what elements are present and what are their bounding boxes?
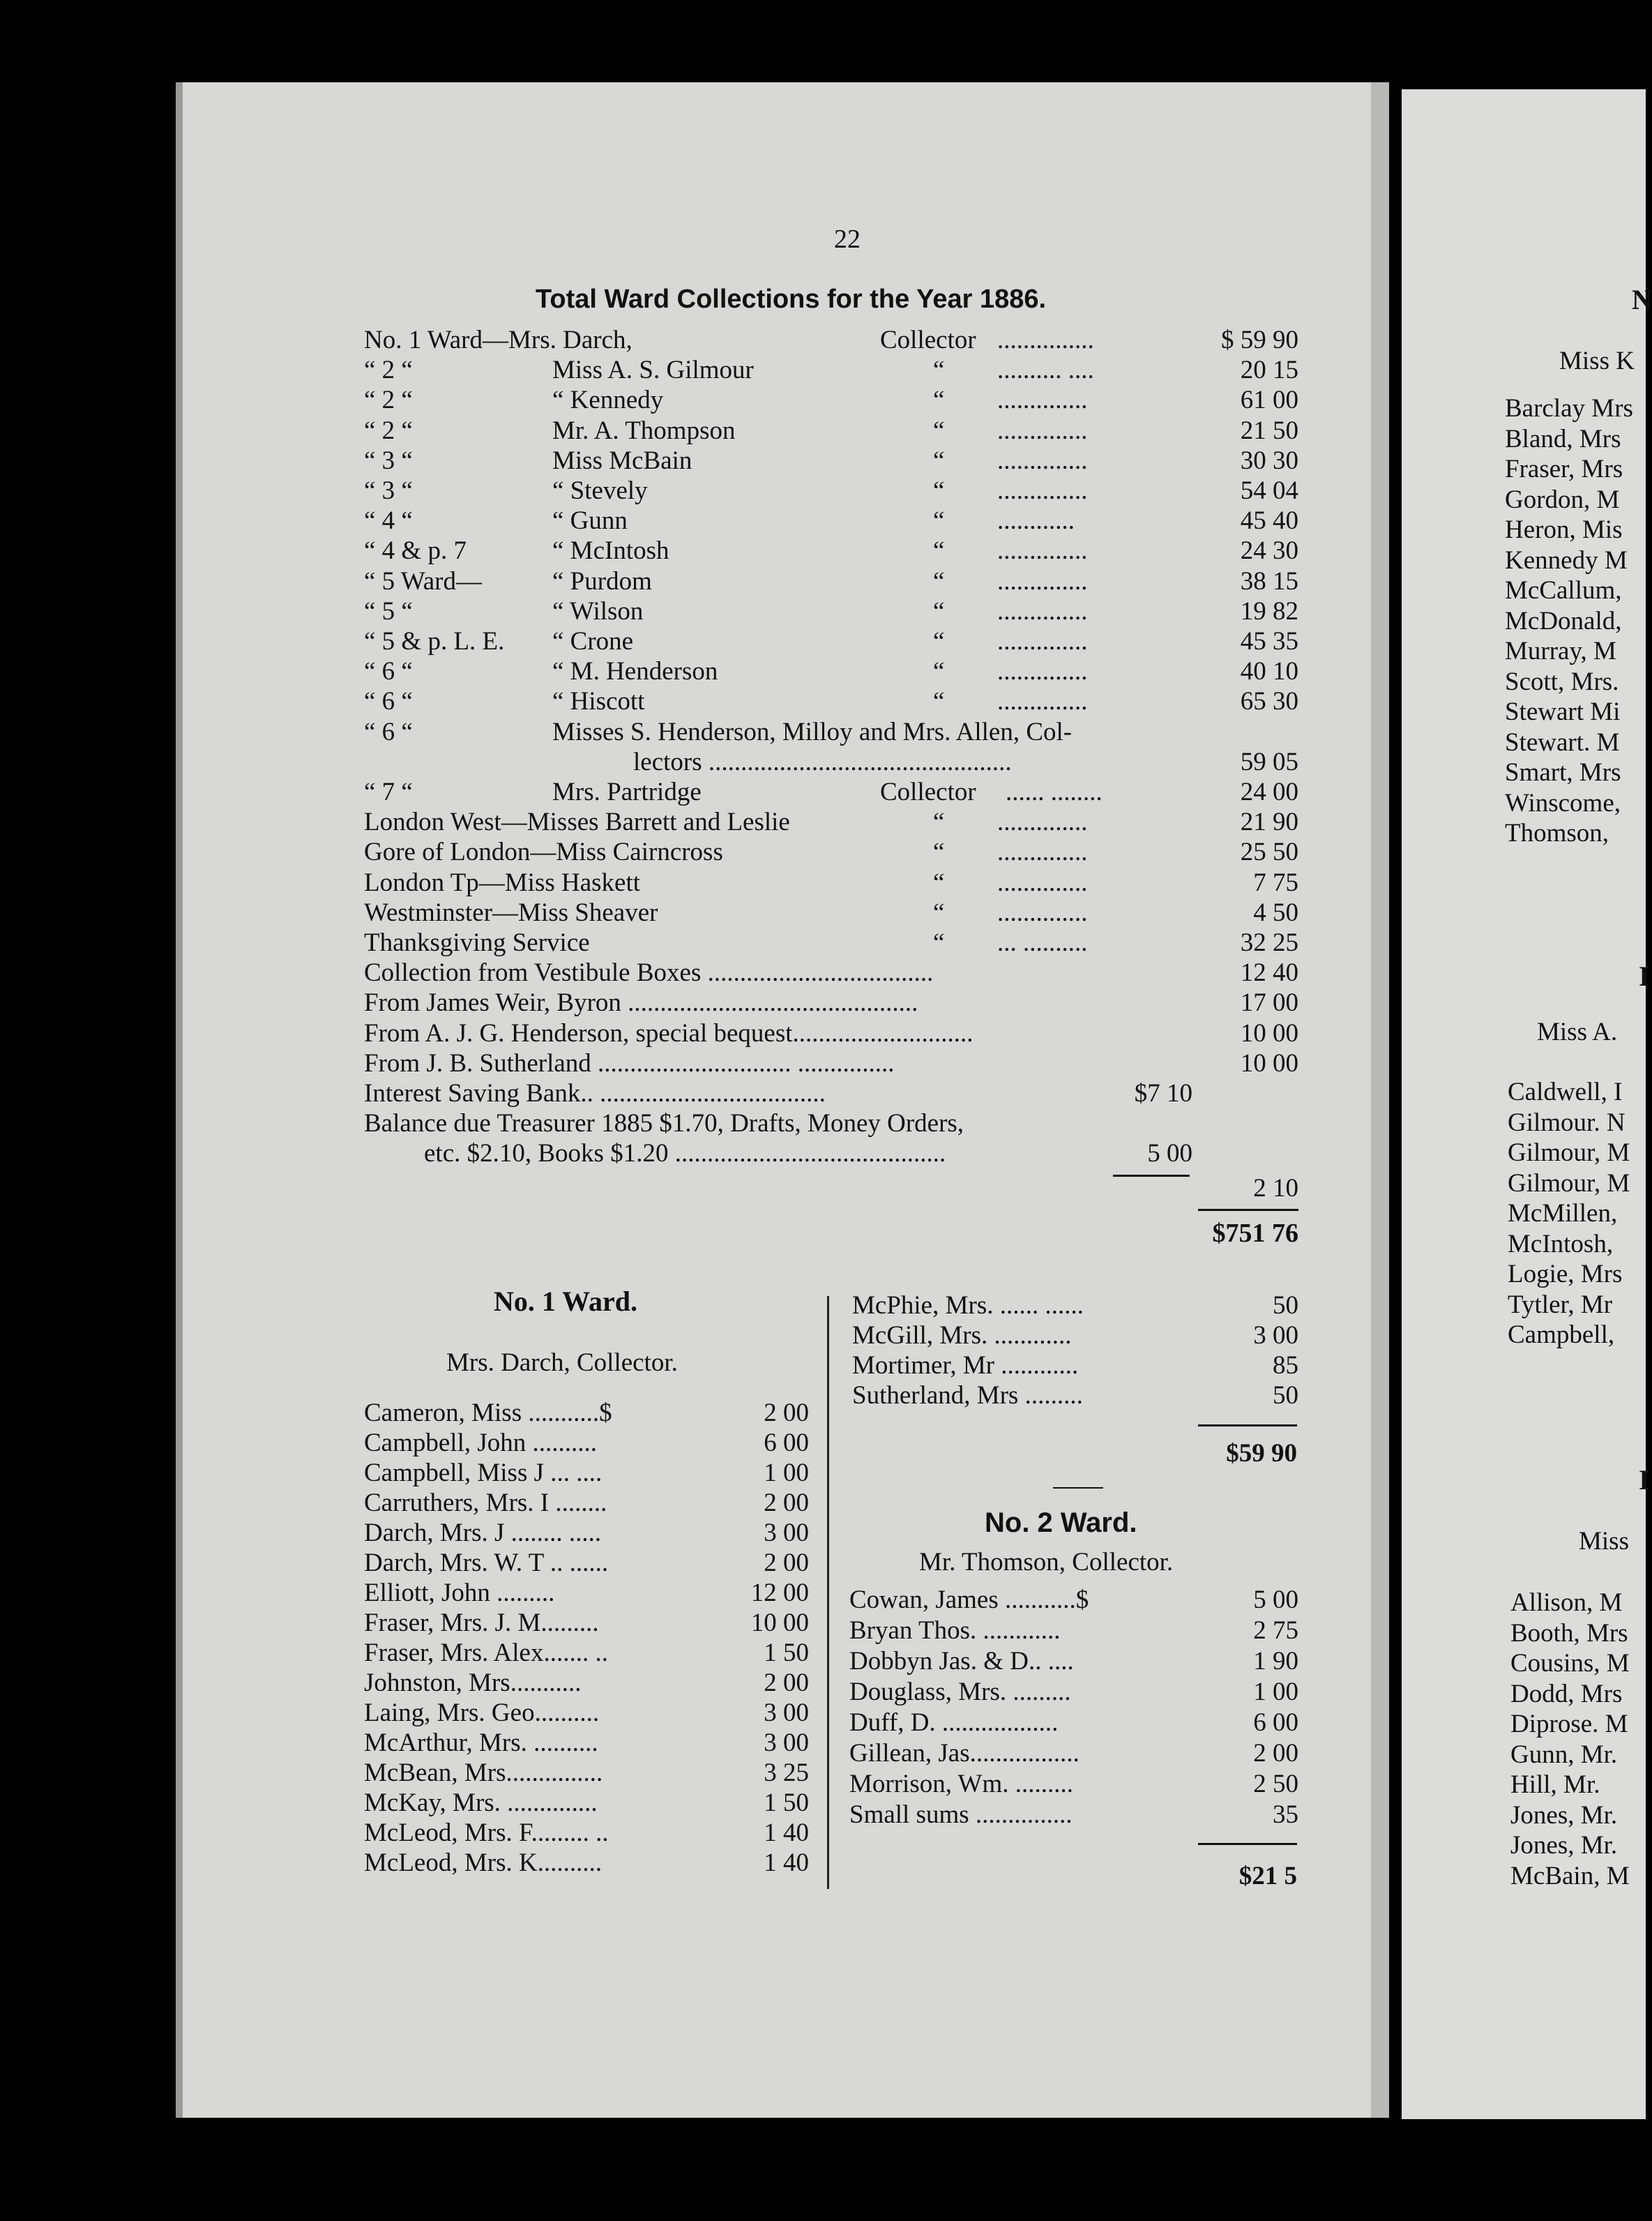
ward1-heading: No. 1 Ward. (494, 1286, 637, 1317)
ward2-collector: Mr. Thomson, Collector. (919, 1548, 1174, 1576)
summary-row-dots: .............. (997, 596, 1088, 626)
summary-row-dots: .............. (997, 536, 1088, 566)
right-heading-fragment: I (1639, 961, 1650, 992)
summary-row-amount: 21 90 (1240, 808, 1298, 837)
summary-row-dots: .............. (997, 868, 1088, 897)
ward1-entry-amount: 3 00 (764, 1729, 809, 1757)
right-list-entry: Thomson, (1505, 819, 1609, 848)
ward1-entry-name: McBean, Mrs............... (364, 1759, 603, 1787)
ward1-entry-name: Mortimer, Mr ............ (852, 1351, 1079, 1380)
summary-row-dots: .............. (997, 566, 1088, 596)
summary-row-label: “ 2 “ (364, 386, 413, 415)
summary-row-collector: “ Kennedy (552, 386, 664, 415)
summary-row-amount: 25 50 (1240, 838, 1298, 867)
ward1-entry-name: Campbell, Miss J ... .... (364, 1459, 603, 1487)
ward1-entry-name: Laing, Mrs. Geo.......... (364, 1699, 600, 1727)
right-list-entry: Fraser, Mrs (1505, 455, 1623, 483)
ward2-entry-name: Small sums ............... (849, 1800, 1073, 1829)
summary-row-label: Gore of London—Miss Cairncross (364, 838, 723, 867)
summary-row-role: “ (933, 356, 945, 385)
summary-row-label: From J. B. Sutherland .............................. ............... (364, 1048, 895, 1078)
right-list-entry: Stewart Mi (1505, 698, 1621, 726)
summary-row-label: “ 2 “ (364, 416, 413, 445)
right-list-entry: McCallum, (1505, 576, 1622, 605)
summary-row-dots: .............. (997, 446, 1088, 475)
summary-row-label: From A. J. G. Henderson, special bequest............................ (364, 1018, 973, 1048)
ward1-entry-name: McLeod, Mrs. K.......... (364, 1849, 603, 1877)
right-list-entry: McDonald, (1505, 606, 1622, 635)
column-divider (827, 1296, 829, 1889)
summary-row-role: “ (933, 627, 945, 656)
right-collector-fragment: Miss (1579, 1527, 1629, 1556)
ward1-entry-name: Johnston, Mrs........... (364, 1669, 582, 1697)
summary-row-collector: Mrs. Partridge (552, 778, 702, 806)
summary-row-amount: 32 25 (1240, 928, 1298, 957)
summary-row-role: “ (933, 868, 945, 897)
right-list-entry: Dodd, Mrs (1510, 1679, 1623, 1708)
summary-row-amount: 24 30 (1240, 536, 1298, 566)
ward1-entry-name: Darch, Mrs. W. T .. ...... (364, 1549, 609, 1577)
summary-row-role: “ (933, 687, 945, 716)
summary-row-amount: 7 75 (1253, 868, 1298, 897)
ward1-entry-name: Cameron, Miss ...........$ (364, 1399, 612, 1427)
summary-row-label: No. 1 Ward—Mrs. Darch, (364, 326, 632, 354)
summary-row-role: “ (933, 808, 945, 837)
summary-row-amount: 2 10 (1253, 1173, 1298, 1203)
ward2-entry-name: Dobbyn Jas. & D.. .... (849, 1647, 1074, 1676)
summary-row-collector: “ Stevely (552, 476, 648, 505)
summary-row-amount: 21 50 (1240, 416, 1298, 445)
main-title: Total Ward Collections for the Year 1886. (536, 285, 1047, 314)
summary-row-dots: .............. (997, 386, 1088, 415)
ward1-entry-amount: 12 00 (750, 1579, 809, 1607)
ward1-entry-amount: 85 (1273, 1351, 1298, 1380)
ward2-entry-amount: 1 90 (1253, 1647, 1298, 1676)
ward1-entry-amount: 2 00 (764, 1489, 809, 1517)
summary-row-role: “ (933, 536, 945, 566)
summary-row-collector: “ M. Henderson (552, 657, 718, 686)
right-list-entry: Gordon, M (1505, 485, 1620, 514)
ward2-entry-amount: 2 75 (1253, 1616, 1298, 1645)
summary-row-amount: 12 40 (1240, 958, 1298, 988)
summary-row-collector: Mr. A. Thompson (552, 416, 736, 445)
right-heading-fragment: I (1639, 1464, 1650, 1496)
ward1-entry-amount: 3 25 (764, 1759, 809, 1787)
summary-row-label: From James Weir, Byron ............................................. (364, 988, 918, 1018)
right-list-entry: Smart, Mrs (1505, 758, 1621, 787)
ward2-entry-amount: 35 (1273, 1800, 1298, 1829)
right-list-entry: Heron, Mis (1505, 515, 1623, 544)
summary-row-label: “ 5 Ward— (364, 566, 482, 596)
right-list-entry: Stewart. M (1505, 728, 1620, 757)
summary-row-label: Interest Saving Bank.. ................................... (364, 1079, 826, 1108)
ward1-entry-amount: 3 00 (1253, 1321, 1298, 1350)
ward1-entry-amount: 2 00 (764, 1549, 809, 1577)
ward1-total-rule (1198, 1424, 1297, 1426)
ward2-entry-name: Morrison, Wm. ......... (849, 1770, 1074, 1798)
summary-row-collector: “ McIntosh (552, 536, 669, 566)
ward2-entry-amount: 2 00 (1253, 1739, 1298, 1768)
summary-row-dots: .............. (997, 657, 1088, 686)
summary-row-label: “ 5 & p. L. E. (364, 627, 505, 656)
ward2-entry-amount: 6 00 (1253, 1708, 1298, 1737)
ward1-entry-amount: 1 00 (764, 1459, 809, 1487)
summary-row-collector: Miss A. S. Gilmour (552, 356, 754, 385)
ward1-entry-amount: 2 00 (764, 1669, 809, 1697)
summary-row-amount: 30 30 (1240, 446, 1298, 475)
summary-row-amount: 19 82 (1240, 596, 1298, 626)
right-list-entry: Murray, M (1505, 637, 1616, 665)
ward1-entry-name: Fraser, Mrs. Alex....... .. (364, 1639, 608, 1667)
summary-row-collector: lectors ............................................... (633, 747, 1012, 776)
summary-row-amount: 17 00 (1240, 988, 1298, 1018)
summary-row-collector: “ Wilson (552, 596, 644, 626)
summary-row-label: “ 2 “ (364, 356, 413, 385)
section-divider (1053, 1487, 1103, 1489)
summary-row-amount: 40 10 (1240, 657, 1298, 686)
ward1-entry-name: McGill, Mrs. ............ (852, 1321, 1072, 1350)
ward1-entry-amount: 2 00 (764, 1399, 809, 1427)
summary-row-amount: 45 40 (1240, 506, 1298, 536)
ward2-entry-amount: 2 50 (1253, 1770, 1298, 1798)
ward2-entry-name: Douglass, Mrs. ......... (849, 1678, 1071, 1706)
summary-row-label: Thanksgiving Service (364, 928, 590, 957)
summary-row-dots: .............. (997, 476, 1088, 505)
right-collector-fragment: Miss A. (1537, 1018, 1618, 1046)
page-number: 22 (834, 225, 861, 254)
summary-row-amount: 38 15 (1240, 566, 1298, 596)
ward1-entry-name: McPhie, Mrs. ...... ...... (852, 1291, 1084, 1320)
summary-row-role: “ (933, 596, 945, 626)
right-list-entry: Gilmour, M (1508, 1138, 1630, 1167)
summary-row-label: etc. $2.10, Books $1.20 .......................................... (424, 1139, 946, 1168)
summary-row-label: “ 6 “ (364, 717, 413, 746)
ward1-entry-name: Darch, Mrs. J ........ ..... (364, 1519, 602, 1547)
ward1-entry-name: Campbell, John .......... (364, 1429, 598, 1457)
summary-row-role: “ (933, 386, 945, 415)
summary-row-role: “ (933, 928, 945, 957)
summary-row-label: Collection from Vestibule Boxes ................................... (364, 958, 934, 988)
summary-row-collector: Misses S. Henderson, Milloy and Mrs. Allen, Col- (552, 717, 1073, 746)
summary-row-label: London Tp—Miss Haskett (364, 868, 641, 897)
summary-row-amount: 10 00 (1240, 1018, 1298, 1048)
summary-row-amount: 24 00 (1240, 778, 1298, 806)
ward1-total: $59 90 (1226, 1439, 1297, 1468)
ward1-entry-amount: 1 40 (764, 1849, 809, 1877)
ward2-entry-name: Bryan Thos. ............ (849, 1616, 1061, 1645)
ward1-entry-amount: 1 50 (764, 1789, 809, 1817)
right-list-entry: Bland, Mrs (1505, 424, 1621, 453)
ward2-entry-name: Gillean, Jas................. (849, 1739, 1079, 1768)
right-list-entry: McMillen, (1508, 1199, 1618, 1228)
right-collector-fragment: Miss K (1559, 347, 1635, 375)
summary-row-subtotal: $7 10 (1134, 1079, 1192, 1108)
summary-row-collector: Miss McBain (552, 446, 692, 475)
summary-row-dots: .............. (997, 627, 1088, 656)
right-list-entry: Winscome, (1505, 788, 1621, 818)
right-list-entry: Logie, Mrs (1508, 1260, 1623, 1288)
summary-row-collector: “ Crone (552, 627, 634, 656)
summary-row-dots: ...... ........ (1006, 778, 1102, 806)
summary-row-amount: 20 15 (1240, 356, 1298, 385)
summary-row-collector: “ Purdom (552, 566, 652, 596)
ward2-entry-name: Duff, D. .................. (849, 1708, 1059, 1737)
summary-row-dots: .......... .... (997, 356, 1094, 385)
right-list-entry: Jones, Mr. (1510, 1831, 1618, 1860)
ward1-entry-amount: 1 40 (764, 1819, 809, 1847)
summary-row-label: Westminster—Miss Sheaver (364, 898, 658, 927)
summary-row-role: “ (933, 898, 945, 927)
right-list-entry: Jones, Mr. (1510, 1800, 1618, 1830)
summary-row-label: “ 7 “ (364, 778, 413, 806)
summary-row-dots: ............ (997, 506, 1075, 536)
summary-row-role: “ (933, 446, 945, 475)
summary-row-label: “ 4 & p. 7 (364, 536, 467, 566)
summary-row-amount: 10 00 (1240, 1048, 1298, 1078)
summary-row-amount: 45 35 (1240, 627, 1298, 656)
summary-row-amount: 4 50 (1253, 898, 1298, 927)
right-list-entry: Gilmour. N (1508, 1108, 1626, 1137)
right-list-entry: Booth, Mrs (1510, 1618, 1628, 1648)
summary-row-dots: ............... (997, 326, 1094, 354)
right-list-entry: Gilmour, M (1508, 1168, 1630, 1198)
right-list-entry: McIntosh, (1508, 1229, 1614, 1258)
summary-row-role: “ (933, 838, 945, 867)
right-list-entry: Tytler, Mr (1508, 1290, 1613, 1319)
summary-row-label: Balance due Treasurer 1885 $1.70, Drafts, Money Orders, (364, 1109, 964, 1138)
ward1-entry-amount: 50 (1273, 1381, 1298, 1410)
ward1-entry-name: Carruthers, Mrs. I ........ (364, 1489, 607, 1517)
ward1-entry-amount: 6 00 (764, 1429, 809, 1457)
summary-row-dots: .............. (997, 838, 1088, 867)
ward1-entry-amount: 50 (1273, 1291, 1298, 1320)
summary-row-label: “ 6 “ (364, 657, 413, 686)
page-spine (176, 82, 183, 2118)
summary-row-subtotal: 5 00 (1147, 1139, 1192, 1168)
summary-row-collector: “ Hiscott (552, 687, 645, 716)
right-list-entry: Diprose. M (1510, 1710, 1628, 1738)
right-list-entry: Hill, Mr. (1510, 1770, 1600, 1799)
right-list-entry: Kennedy M (1505, 545, 1628, 575)
summary-row-dots: .............. (997, 808, 1088, 837)
subtotal-rule (1113, 1175, 1190, 1177)
summary-row-label: “ 4 “ (364, 506, 413, 536)
summary-row-dots: ... .......... (997, 928, 1088, 957)
ward1-entry-amount: 3 00 (764, 1519, 809, 1547)
summary-row-label: London West—Misses Barrett and Leslie (364, 808, 790, 837)
ward1-entry-name: Fraser, Mrs. J. M......... (364, 1609, 599, 1637)
summary-row-dots: .............. (997, 687, 1088, 716)
summary-row-role: Collector (880, 326, 976, 354)
summary-row-collector: “ Gunn (552, 506, 628, 536)
right-list-entry: Scott, Mrs. (1505, 667, 1619, 696)
ward2-total-rule (1198, 1843, 1297, 1845)
summary-row-role: Collector (880, 778, 976, 806)
ward1-entry-name: Elliott, John ......... (364, 1579, 555, 1607)
summary-row-amount: 61 00 (1240, 386, 1298, 415)
right-list-entry: Caldwell, I (1508, 1078, 1623, 1106)
right-list-entry: Cousins, M (1510, 1649, 1630, 1678)
ward2-total: $21 5 (1238, 1862, 1297, 1890)
summary-row-role: “ (933, 566, 945, 596)
summary-row-label: “ 6 “ (364, 687, 413, 716)
grand-total-rule (1198, 1209, 1298, 1211)
ward1-entry-amount: 3 00 (764, 1699, 809, 1727)
summary-row-amount: 59 05 (1240, 747, 1298, 776)
right-list-entry: Gunn, Mr. (1510, 1740, 1618, 1769)
right-list-entry: McBain, M (1510, 1861, 1630, 1890)
summary-row-amount: 54 04 (1240, 476, 1298, 505)
right-list-entry: Campbell, (1508, 1320, 1615, 1349)
grand-total: $751 76 (1212, 1218, 1298, 1248)
right-list-entry: Barclay Mrs (1505, 394, 1633, 423)
summary-row-amount: 65 30 (1240, 687, 1298, 716)
ward2-entry-amount: 1 00 (1253, 1678, 1298, 1706)
ward1-entry-amount: 10 00 (750, 1609, 809, 1637)
summary-row-dots: .............. (997, 898, 1088, 927)
summary-row-label: “ 5 “ (364, 596, 413, 626)
right-heading-fragment: N (1632, 284, 1652, 315)
summary-row-role: “ (933, 506, 945, 536)
ward1-entry-name: McArthur, Mrs. .......... (364, 1729, 598, 1757)
page-gutter (1371, 82, 1389, 2118)
ward2-heading: No. 2 Ward. (985, 1507, 1137, 1538)
right-list-entry: Allison, M (1510, 1588, 1623, 1617)
summary-row-role: “ (933, 476, 945, 505)
summary-row-amount: $ 59 90 (1221, 326, 1298, 354)
summary-row-label: “ 3 “ (364, 476, 413, 505)
ward1-collector: Mrs. Darch, Collector. (446, 1348, 678, 1377)
ward1-entry-name: McKay, Mrs. .............. (364, 1789, 598, 1817)
ward2-entry-name: Cowan, James ...........$ (849, 1586, 1089, 1614)
summary-row-label: “ 3 “ (364, 446, 413, 475)
summary-row-role: “ (933, 657, 945, 686)
ward1-entry-amount: 1 50 (764, 1639, 809, 1667)
summary-row-role: “ (933, 416, 945, 445)
ward1-entry-name: McLeod, Mrs. F......... .. (364, 1819, 609, 1847)
summary-row-dots: .............. (997, 416, 1088, 445)
ward2-entry-amount: 5 00 (1253, 1586, 1298, 1614)
ward1-entry-name: Sutherland, Mrs ......... (852, 1381, 1083, 1410)
